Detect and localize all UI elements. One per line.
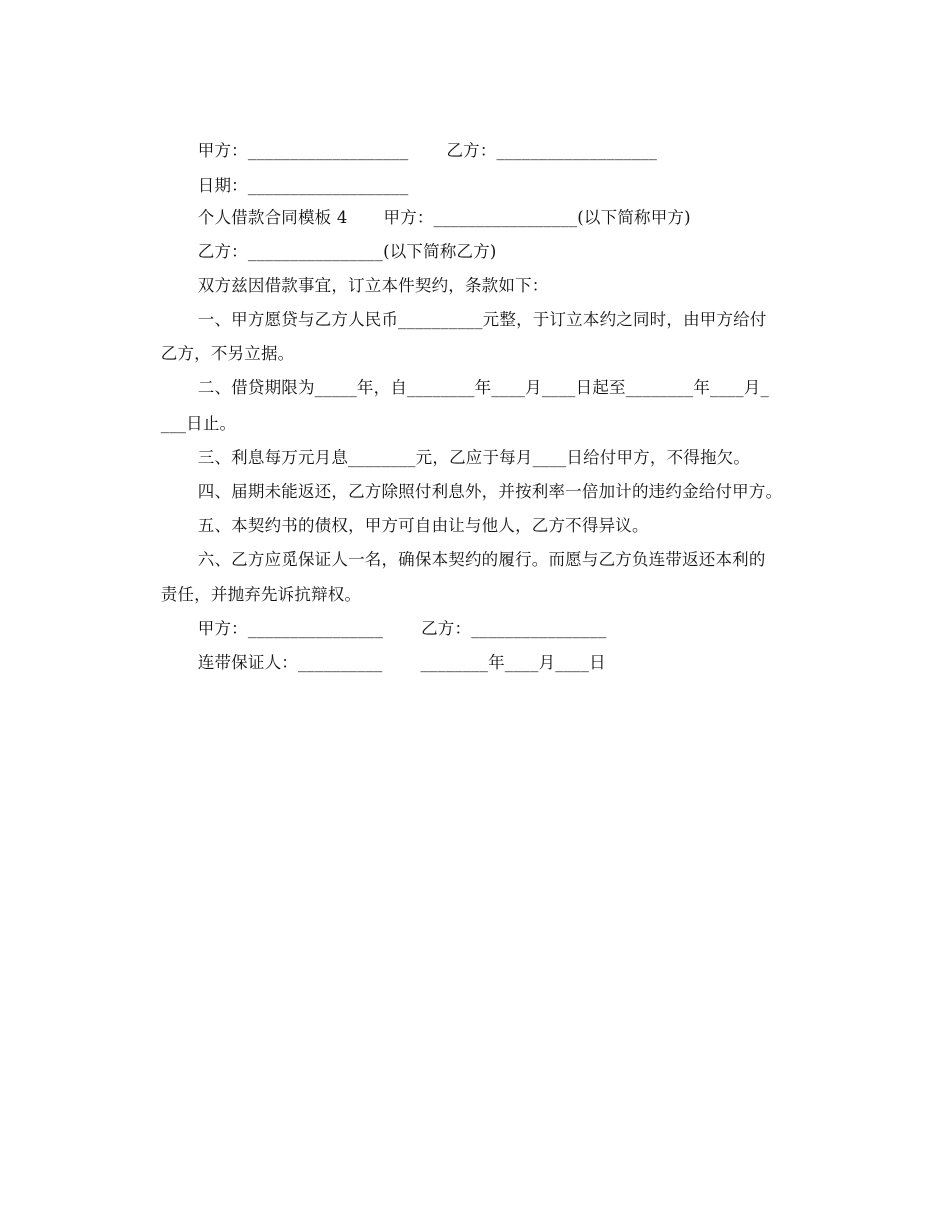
- party-a-sign-field: 甲方：________________: [197, 619, 384, 638]
- clause-1-line-1: 一、甲方愿贷与乙方人民币__________元整，于订立本约之同时，由甲方给付: [197, 310, 767, 329]
- date-field: 日期：___________________: [197, 176, 409, 195]
- party-a-definition: 甲方：_________________(以下简称甲方): [383, 208, 691, 227]
- party-b-definition: 乙方：________________(以下简称乙方): [197, 242, 497, 261]
- sign-date-field: ________年____月____日: [420, 653, 606, 672]
- guarantor-field: 连带保证人：__________: [197, 653, 383, 672]
- clause-2-line-1: 二、借贷期限为_____年，自________年____月____日起至________年____月_: [197, 378, 769, 397]
- guarantor-line: [176, 633, 866, 693]
- clause-4: 四、届期未能返还，乙方除照付利息外，并按利率一倍加计的违约金给付甲方。: [197, 482, 783, 501]
- clause-1-line-2: 乙方，不另立据。: [160, 344, 295, 363]
- party-b-sign-field: 乙方：________________: [421, 619, 607, 638]
- party-a-field: 甲方：___________________: [197, 141, 409, 160]
- party-b-field: 乙方：___________________: [446, 141, 658, 160]
- clause-2-line-2: ___日止。: [160, 414, 237, 433]
- clause-6-line-2: 责任，并抛弃先诉抗辩权。: [160, 585, 362, 604]
- clause-3: 三、利息每万元月息________元，乙应于每月____日给付甲方，不得拖欠。: [197, 448, 751, 467]
- preamble: 双方兹因借款事宜，订立本件契约，条款如下：: [197, 276, 549, 295]
- clause-6-line-1: 六、乙方应觅保证人一名，确保本契约的履行。而愿与乙方负连带返还本利的: [197, 550, 766, 569]
- clause-5: 五、本契约书的债权，甲方可自由让与他人，乙方不得异议。: [197, 516, 649, 535]
- contract-title: 个人借款合同模板 4: [197, 208, 348, 227]
